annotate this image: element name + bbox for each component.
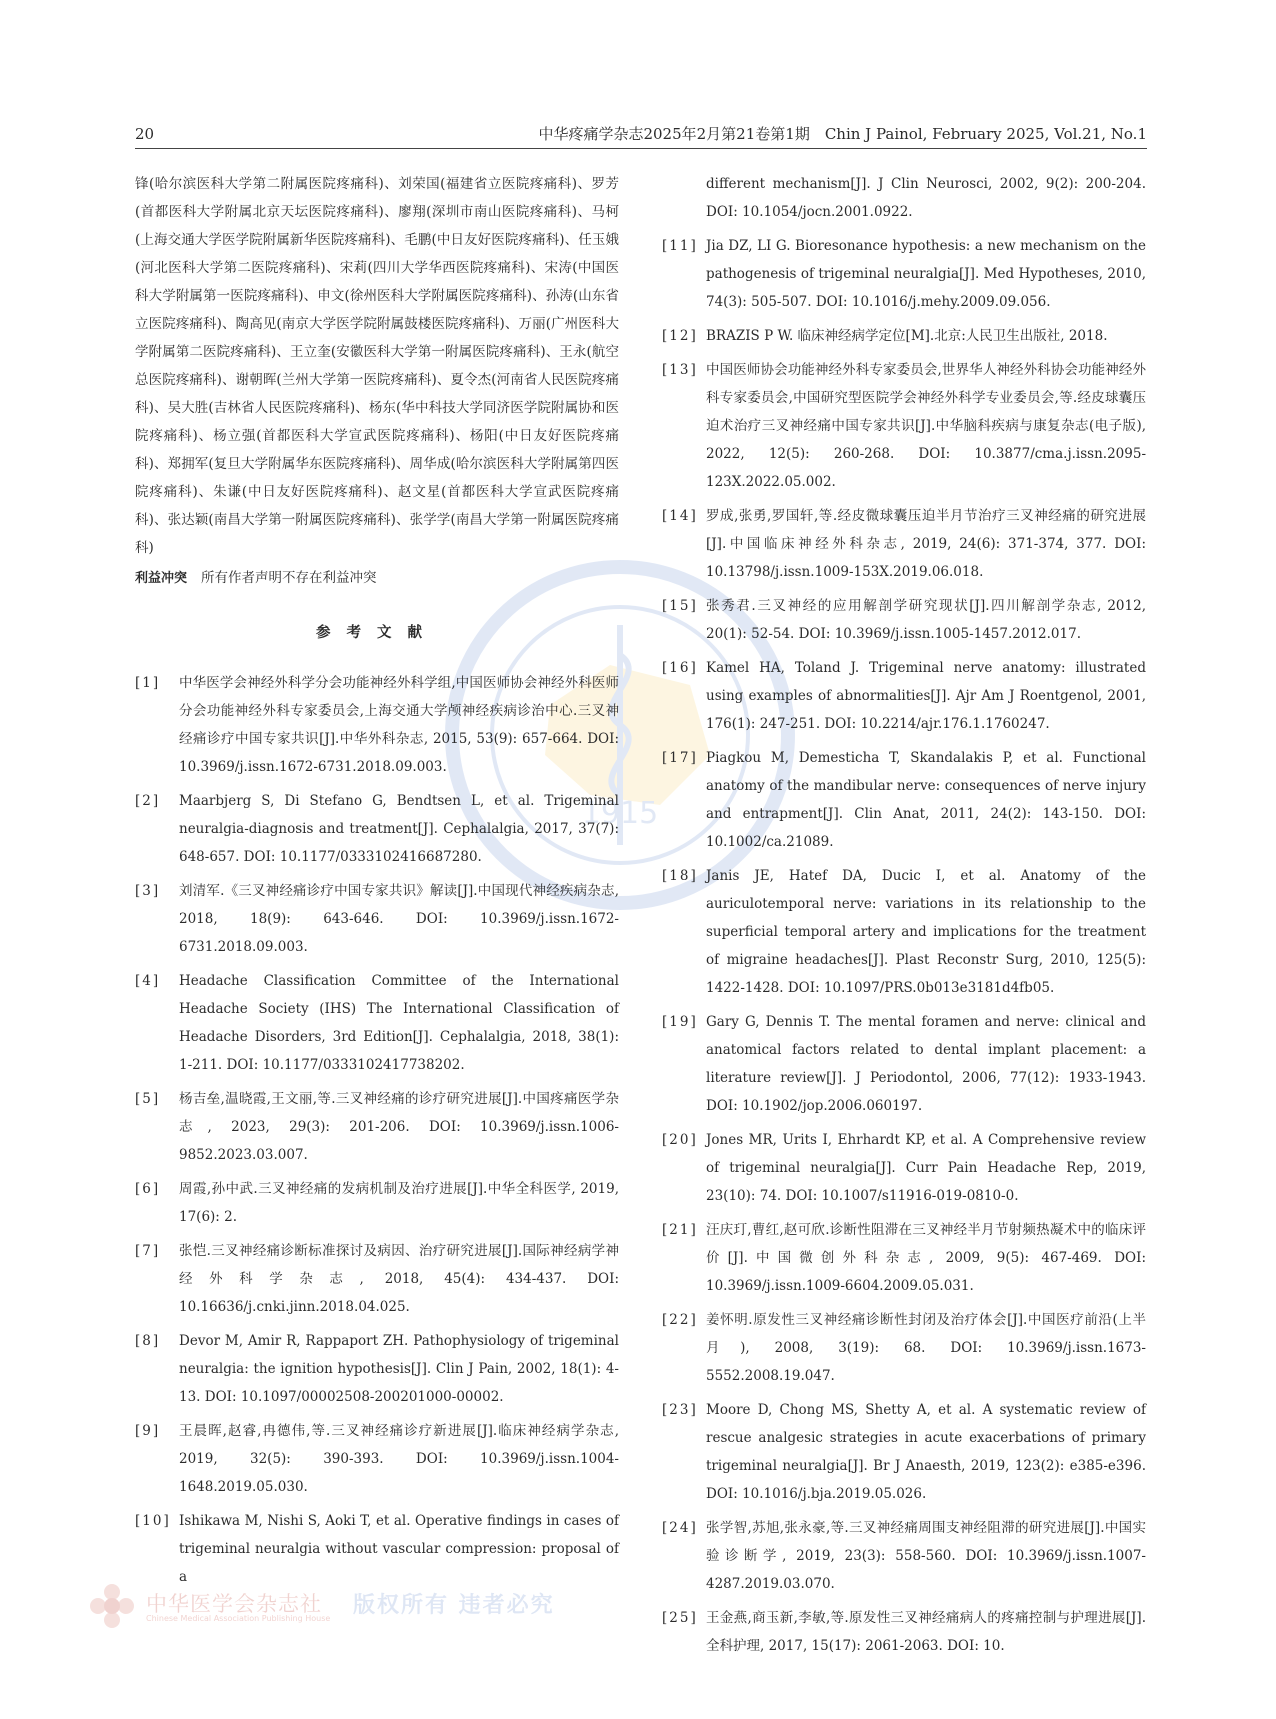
reference-item: [1] 中华医学会神经外科学分会功能神经外科学组,中国医师协会神经外科医师分会功能神经外科专家委员会,上海交通大学颅神经疾病诊治中心.三叉神经痛诊疗中国专家共识[J].中华外科杂志, 2015, 53(9): 657-664. DOI: 10.3969/j.issn.1672-6731.2018.09.003. [135,675,619,775]
header-rule [135,148,1147,149]
running-header [135,124,1147,144]
coi-text: 所有作者声明不存在利益冲突 [201,570,377,586]
reference-item: [17] Piagkou M, Demesticha T, Skandalakis P, et al. Functional anatomy of the mandibular nerve: consequences of nerve injury and entrapment[J]. Clin Anat, 2011, 24(2): 143-150. DOI: 10.1002/ca.21089. [662,750,1146,850]
reference-item: [19] Gary G, Dennis T. The mental foramen and nerve: clinical and anatomical factors related to dental implant placement: a literature review[J]. J Periodontol, 2006, 77(12): 1933-1943. DOI: 10.1902/jop.2006.060197. [662,1014,1146,1114]
reference-item: [16] Kamel HA, Toland J. Trigeminal nerve anatomy: illustrated using examples of abnormalities[J]. Ajr Am J Roentgenol, 2001, 176(1): 247-251. DOI: 10.2214/ajr.176.1.1760247. [662,660,1146,732]
reference-item: [21] 汪庆玎,曹红,赵可欣.诊断性阻滞在三叉神经半月节射频热凝术中的临床评价[J].中国微创外科杂志, 2009, 9(5): 467-469. DOI: 10.3969/j.issn.1009-6604.2009.05.031. [662,1222,1146,1294]
reference-item: [4] Headache Classification Committee of the International Headache Society (IHS) The International Classification of Headache Disorders, 3rd Edition[J]. Cephalalgia, 2018, 38(1): 1-211. DOI: 10.1177/0333102417738202. [135,973,619,1073]
reference-item: [8] Devor M, Amir R, Rappaport ZH. Pathophysiology of trigeminal neuralgia: the ignition hypothesis[J]. Clin J Pain, 2002, 18(1): 4-13. DOI: 10.1097/00002508-200201000-00002. [135,1333,619,1405]
left-column [135,170,619,1597]
publisher-name-cn: 中华医学会杂志社 [146,1592,322,1616]
coi-label: 利益冲突 [135,571,188,586]
publisher-watermark [88,1582,568,1632]
reference-item: [25] 王金燕,商玉新,李敏,等.原发性三叉神经痛病人的疼痛控制与护理进展[J].全科护理, 2017, 15(17): 2061-2063. DOI: 10. [662,1610,1146,1654]
references-heading: 参考文献 [316,625,438,641]
journal-citation: 中华疼痛学杂志2025年2月第21卷第1期 Chin J Painol, February 2025, Vol.21, No.1 [538,125,1147,143]
reference-item: [7] 张恺.三叉神经痛诊断标准探讨及病因、治疗研究进展[J].国际神经病学神经外科学杂志, 2018, 45(4): 434-437. DOI: 10.16636/j.cnki.jinn.2018.04.025. [135,1243,619,1315]
flower-logo-icon [88,1582,136,1630]
right-column [662,170,1146,1666]
author-affiliations: 锋(哈尔滨医科大学第二附属医院疼痛科)、刘荣国(福建省立医院疼痛科)、罗芳(首都医科大学附属北京天坛医院疼痛科)、廖翔(深圳市南山医院疼痛科)、马柯(上海交通大学医学院附属新华医院疼痛科)、毛鹏(中日友好医院疼痛科)、任玉娥(河北医科大学第二医院疼痛科)、宋莉(四川大学华西医院疼痛科)、宋涛(中国医科大学附属第一医院疼痛科)、申文(徐州医科大学附属医院疼痛科)、孙涛(山东省立医院疼痛科)、陶高见(南京大学医学院附属鼓楼医院疼痛科)、万丽(广州医科大学附属第二医院疼痛科)、王立奎(安徽医科大学第一附属医院疼痛科)、王永(航空总医院疼痛科)、谢朝晖(兰州大学第一医院疼痛科)、夏令杰(河南省人民医院疼痛科)、吴大胜(吉林省人民医院疼痛科)、杨东(华中科技大学同济医学院附属协和医院疼痛科)、杨立强(首都医科大学宣武医院疼痛科)、杨阳(中日友好医院疼痛科)、郑拥军(复旦大学附属华东医院疼痛科)、周华成(哈尔滨医科大学附属第四医院疼痛科)、朱谦(中日友好医院疼痛科)、赵文星(首都医科大学宣武医院疼痛科)、张达颖(南昌大学第一附属医院疼痛科)、张学学(南昌大学第一附属医院疼痛科) [135,176,619,556]
reference-item: [22] 姜怀明.原发性三叉神经痛诊断性封闭及治疗体会[J].中国医疗前沿(上半月), 2008, 3(19): 68. DOI: 10.3969/j.issn.1673-5552.2008.19.047. [662,1312,1146,1384]
reference-item: [18] Janis JE, Hatef DA, Ducic I, et al. Anatomy of the auriculotemporal nerve: variations in its relationship to the superficial temporal artery and implications for the treatment of migraine headaches[J]. Plast Reconstr Surg, 2010, 125(5): 1422-1428. DOI: 10.1097/PRS.0b013e3181d4fb05. [662,868,1146,996]
reference-item: [15] 张秀君.三叉神经的应用解剖学研究现状[J].四川解剖学杂志, 2012, 20(1): 52-54. DOI: 10.3969/j.issn.1005-1457.2012.017. [662,598,1146,642]
seal-year: 1915 [581,796,659,831]
reference-item: [14] 罗成,张勇,罗国轩,等.经皮微球囊压迫半月节治疗三叉神经痛的研究进展[J].中国临床神经外科杂志, 2019, 24(6): 371-374, 377. DOI: 10.13798/j.issn.1009-153X.2019.06.018. [662,508,1146,580]
copyright-notice: 版权所有 违者必究 [353,1593,555,1618]
reference-item: [13] 中国医师协会功能神经外科专家委员会,世界华人神经外科协会功能神经外科专家委员会,中国研究型医院学会神经外科学专业委员会,等.经皮球囊压迫术治疗三叉神经痛中国专家共识[J].中华脑科疾病与康复杂志(电子版), 2022, 12(5): 260-268. DOI: 10.3877/cma.j.issn.2095-123X.2022.05.002. [662,362,1146,490]
reference-item: [9] 王晨晖,赵睿,冉德伟,等.三叉神经痛诊疗新进展[J].临床神经病学杂志, 2019, 32(5): 390-393. DOI: 10.3969/j.issn.1004-1648.2019.05.030. [135,1423,619,1495]
reference-item: [12] BRAZIS P W. 临床神经病学定位[M].北京:人民卫生出版社, 2018. [662,328,1108,344]
reference-item: [5] 杨吉垒,温晓霞,王文丽,等.三叉神经痛的诊疗研究进展[J].中国疼痛医学杂志, 2023, 29(3): 201-206. DOI: 10.3969/j.issn.1006-9852.2023.03.007. [135,1091,619,1163]
reference-item: [20] Jones MR, Urits I, Ehrhardt KP, et al. A Comprehensive review of trigeminal neuralgia[J]. Curr Pain Headache Rep, 2019, 23(10): 74. DOI: 10.1007/s11916-019-0810-0. [662,1132,1146,1204]
reference-item: [6] 周霞,孙中武.三叉神经痛的发病机制及治疗进展[J].中华全科医学, 2019, 17(6): 2. [135,1181,619,1225]
reference-item: [23] Moore D, Chong MS, Shetty A, et al. A systematic review of rescue analgesic strategies in acute exacerbations of primary trigeminal neuralgia[J]. Br J Anaesth, 2019, 123(2): e385-e396. DOI: 10.1016/j.bja.2019.05.026. [662,1402,1146,1502]
reference-item: [3] 刘清军.《三叉神经痛诊疗中国专家共识》解读[J].中国现代神经疾病杂志, 2018, 18(9): 643-646. DOI: 10.3969/j.issn.1672-6731.2018.09.003. [135,883,619,955]
reference-item: [10] Ishikawa M, Nishi S, Aoki T, et al. Operative findings in cases of trigeminal neuralgia without vascular compression: proposal of a [135,1513,619,1585]
reference-item: [11] Jia DZ, LI G. Bioresonance hypothesis: a new mechanism on the pathogenesis of trigeminal neuralgia[J]. Med Hypotheses, 2010, 74(3): 505-507. DOI: 10.1016/j.mehy.2009.09.056. [662,238,1146,310]
page-number: 20 [135,125,155,143]
reference-continuation: different mechanism[J]. J Clin Neurosci, 2002, 9(2): 200-204. DOI: 10.1054/jocn.2001.0922. [706,176,1146,220]
reference-item: [24] 张学智,苏旭,张永豪,等.三叉神经痛周围支神经阻滞的研究进展[J].中国实验诊断学, 2019, 23(3): 558-560. DOI: 10.3969/j.issn.1007-4287.2019.03.070. [662,1520,1146,1592]
publisher-name-en: Chinese Medical Association Publishing House [146,1614,331,1623]
conflict-of-interest [135,564,619,593]
reference-item: [2] Maarbjerg S, Di Stefano G, Bendtsen L, et al. Trigeminal neuralgia-diagnosis and treatment[J]. Cephalalgia, 2017, 37(7): 648-657. DOI: 10.1177/0333102416687280. [135,793,619,865]
